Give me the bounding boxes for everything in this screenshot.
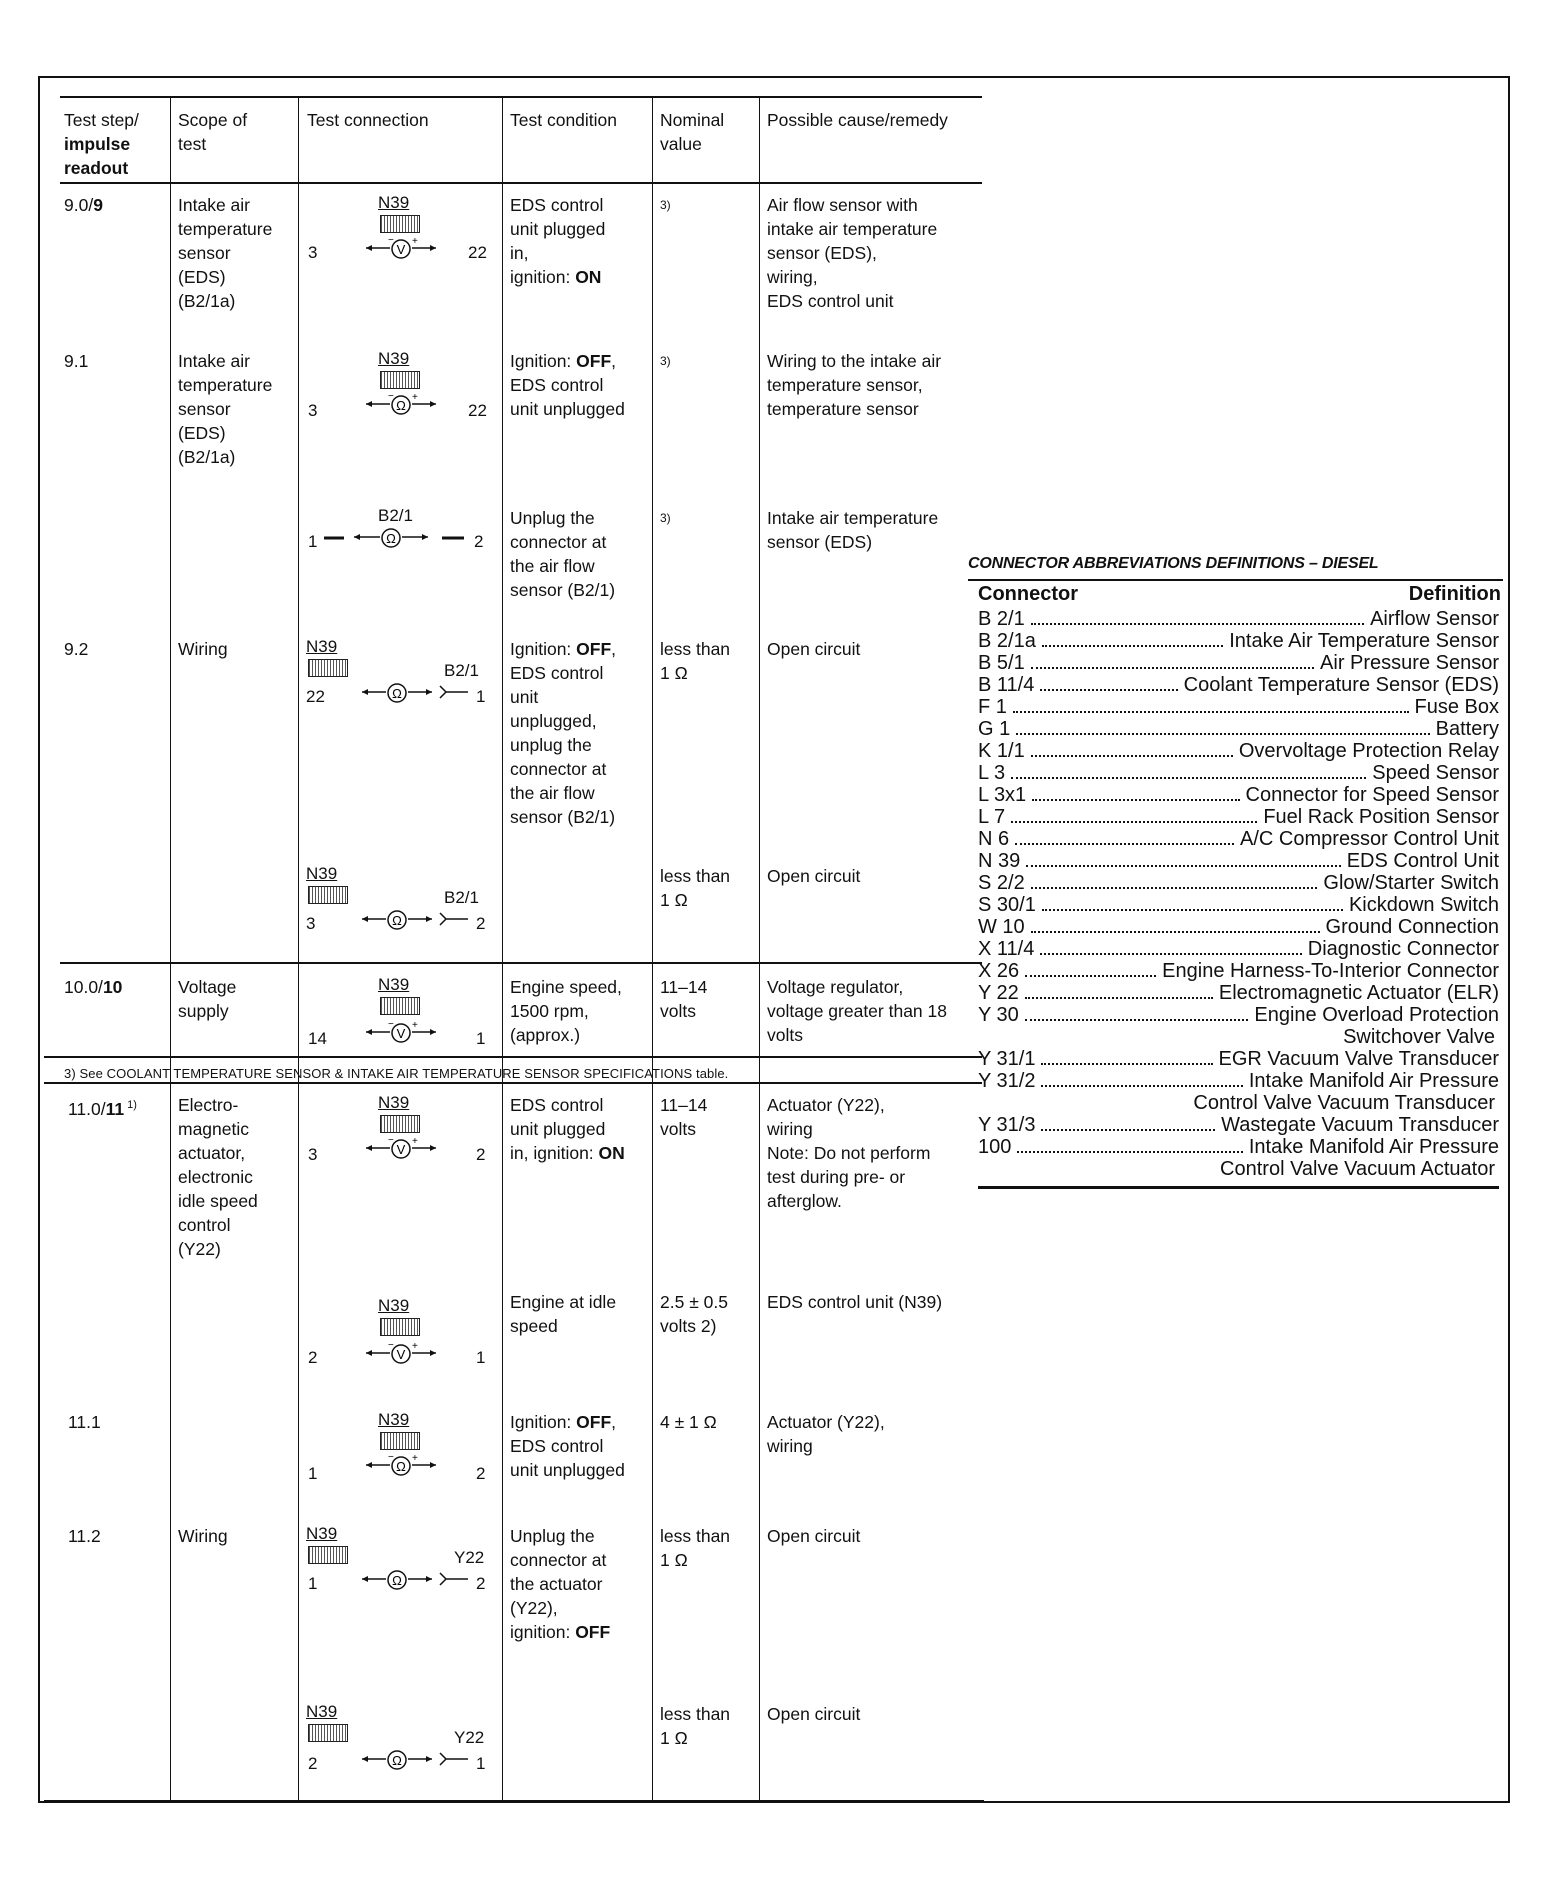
row-rule-footnote xyxy=(44,1056,982,1058)
conn-label-2: Y22 xyxy=(454,1728,485,1747)
svg-text:V: V xyxy=(396,1026,406,1041)
conn-9-2 xyxy=(304,637,490,727)
header-rule xyxy=(60,182,982,184)
cause-11-0: Actuator (Y22), wiring Note: Do not perform test during pre- or afterglow. xyxy=(767,1095,931,1211)
definition-row xyxy=(978,894,1499,916)
header-scope: Scope of test xyxy=(178,110,248,154)
conn-label: N39 xyxy=(378,975,410,994)
svg-text:V: V xyxy=(396,242,406,257)
svg-text:+: + xyxy=(412,393,418,403)
connector-code: G 1 xyxy=(978,718,1011,740)
ohmmeter-icon xyxy=(364,1454,438,1476)
leader-dots xyxy=(1040,953,1301,955)
scope-10-0: Voltage supply xyxy=(178,977,237,1021)
scope-11-0: Electro- magnetic actuator, electronic idle speed control (Y22) xyxy=(178,1095,258,1259)
panel-header xyxy=(978,583,1501,606)
connector-definition: EGR Vacuum Valve Transducer xyxy=(1218,1048,1499,1070)
connector-icon xyxy=(380,215,420,233)
connector-code: L 7 xyxy=(978,806,1006,828)
connector-definition-cont: Control Valve Vacuum Actuator xyxy=(1220,1158,1495,1180)
header-step: Test step/ impulse readout xyxy=(64,110,139,178)
definition-row xyxy=(978,872,1499,894)
connector-definition: Battery xyxy=(1435,718,1499,740)
leader-dots xyxy=(1026,865,1340,867)
svg-text:+: + xyxy=(412,1342,418,1352)
connector-code: N 39 xyxy=(978,850,1021,872)
pin-left: 3 xyxy=(306,914,316,933)
pin-right: 2 xyxy=(476,1145,486,1164)
header-condition: Test condition xyxy=(510,110,618,130)
leader-dots xyxy=(1031,931,1320,933)
connector-code: X 26 xyxy=(978,960,1020,982)
step-11-0: 11.0/11 $^{1)}$ xyxy=(68,1098,137,1119)
header-cause: Possible cause/remedy xyxy=(767,110,948,130)
cause-11-1: Actuator (Y22), wiring xyxy=(767,1412,885,1456)
header-connection: Test connection xyxy=(307,110,429,130)
leader-dots xyxy=(1031,623,1364,625)
definition-row xyxy=(978,828,1499,850)
connector-code: S 2/2 xyxy=(978,872,1025,894)
nom-10-0: 11–14 volts xyxy=(660,977,708,1021)
conn-label: N39 xyxy=(378,349,410,368)
svg-text:Ω: Ω xyxy=(386,531,396,546)
pin-left: 22 xyxy=(306,687,325,706)
pin-left: 14 xyxy=(308,1029,327,1048)
svg-text:−: − xyxy=(388,1454,394,1463)
conn-label: N39 xyxy=(378,1410,410,1429)
step-10-0: 10.0/10 xyxy=(64,977,123,997)
svg-text:−: − xyxy=(388,1342,394,1351)
conn-11-2b xyxy=(304,1702,490,1792)
svg-text:−: − xyxy=(388,1021,394,1030)
cause-9-0: Air flow sensor with intake air temperature sensor (EDS), wiring, EDS control unit xyxy=(767,195,938,311)
cond-9-1: Ignition: OFF, EDS control unit unplugged xyxy=(510,351,625,419)
connector-definition: Intake Manifold Air Pressure xyxy=(1248,1136,1499,1158)
cond-11-2: Unplug the connector at the actuator (Y22), ignition: OFF xyxy=(510,1526,611,1642)
definition-row xyxy=(978,674,1499,696)
connector-icon xyxy=(308,1546,348,1564)
leader-dots xyxy=(1015,843,1234,845)
pin-left: 1 xyxy=(308,1574,318,1593)
pin-left: 2 xyxy=(308,1348,318,1367)
definition-row xyxy=(978,1114,1499,1136)
connector-code: B 11/4 xyxy=(978,674,1035,696)
definition-row xyxy=(978,630,1499,652)
conn-label: N39 xyxy=(306,864,338,883)
connector-definition: Ground Connection xyxy=(1325,916,1499,938)
pin-right: 22 xyxy=(468,243,487,262)
col-definition: Definition xyxy=(1408,583,1501,605)
cond-9-2: Ignition: OFF, EDS control unit unplugged, unplug the connector at the air flow sensor (B2/1) xyxy=(510,639,617,827)
nom-9-2: less than 1 Ω xyxy=(660,639,731,683)
col-line-3 xyxy=(502,96,503,1800)
pin-left: 3 xyxy=(308,1145,318,1164)
leader-dots xyxy=(1041,1129,1215,1131)
footnote-3: 3) See COOLANT TEMPERATURE SENSOR & INTAKE AIR TEMPERATURE SENSOR SPECIFICATIONS table. xyxy=(64,1066,729,1081)
svg-text:Ω: Ω xyxy=(392,913,402,928)
leader-dots xyxy=(1042,909,1343,911)
ohmmeter-icon xyxy=(322,526,472,548)
connector-code: K 1/1 xyxy=(978,740,1025,762)
connector-icon xyxy=(380,997,420,1015)
nom-9-1b: 3) xyxy=(660,511,671,525)
leader-dots xyxy=(1041,1085,1242,1087)
scope-11-2: Wiring xyxy=(178,1526,228,1546)
connector-definition: Glow/Starter Switch xyxy=(1323,872,1499,894)
pin-right: 1 xyxy=(476,1754,486,1773)
connector-code: F 1 xyxy=(978,696,1007,718)
step-11-2: 11.2 xyxy=(68,1526,101,1546)
cause-9-2b: Open circuit xyxy=(767,866,861,886)
conn-11-0b xyxy=(304,1290,490,1380)
connector-definition: Airflow Sensor xyxy=(1370,608,1499,630)
ohmmeter-icon xyxy=(360,1568,474,1590)
definition-row xyxy=(978,938,1499,960)
svg-text:Ω: Ω xyxy=(396,398,406,413)
cond-11-1: Ignition: OFF, EDS control unit unplugged xyxy=(510,1412,625,1480)
col-line-2 xyxy=(298,96,299,1800)
connector-definition: Intake Air Temperature Sensor xyxy=(1229,630,1499,652)
cond-11-0: EDS control unit plugged in, ignition: ON xyxy=(510,1095,625,1163)
connector-definition: Engine Harness-To-Interior Connector xyxy=(1162,960,1499,982)
connector-definition: Overvoltage Protection Relay xyxy=(1238,740,1499,762)
cond-9-1b: Unplug the connector at the air flow sensor (B2/1) xyxy=(510,508,616,600)
leader-dots xyxy=(1031,667,1314,669)
pin-right: 22 xyxy=(468,401,487,420)
col-line-5 xyxy=(759,96,760,1800)
cond-9-0: EDS control unit plugged in, ignition: ON xyxy=(510,195,606,287)
row-rule-10 xyxy=(60,962,982,964)
cause-11-0b: EDS control unit (N39) xyxy=(767,1292,943,1312)
panel-title-rule xyxy=(968,579,1503,581)
step-9-1: 9.1 xyxy=(64,351,89,371)
connector-code: Y 22 xyxy=(978,982,1019,1004)
connector-definition: Coolant Temperature Sensor (EDS) xyxy=(1183,674,1499,696)
conn-label: N39 xyxy=(306,637,338,656)
pin-left: 3 xyxy=(308,401,318,420)
connector-code: B 2/1 xyxy=(978,608,1025,630)
ohmmeter-icon xyxy=(360,1748,474,1770)
conn-label: B2/1 xyxy=(378,506,413,525)
connector-icon xyxy=(308,1724,348,1742)
leader-dots xyxy=(1011,777,1366,779)
cause-11-2b: Open circuit xyxy=(767,1704,861,1724)
cause-11-2: Open circuit xyxy=(767,1526,861,1546)
connector-definition: Intake Manifold Air Pressure xyxy=(1248,1070,1499,1092)
connector-code: Y 31/3 xyxy=(978,1114,1036,1136)
connector-icon xyxy=(380,1115,420,1133)
step-9-0: 9.0/9 xyxy=(64,195,103,215)
header-nominal: Nominal value xyxy=(660,110,725,154)
pin-left: 1 xyxy=(308,1464,318,1483)
leader-dots xyxy=(1017,1151,1243,1153)
conn-label-2: Y22 xyxy=(454,1548,485,1567)
connector-code: W 10 xyxy=(978,916,1025,938)
connector-code: N 6 xyxy=(978,828,1010,850)
connector-definition: Air Pressure Sensor xyxy=(1320,652,1499,674)
definition-row xyxy=(978,740,1499,762)
leader-dots xyxy=(1025,997,1213,999)
pin-right: 2 xyxy=(476,1574,486,1593)
conn-label: N39 xyxy=(378,1296,410,1315)
svg-text:Ω: Ω xyxy=(392,1573,402,1588)
connector-definition: Diagnostic Connector xyxy=(1307,938,1499,960)
connector-icon xyxy=(308,886,348,904)
definition-row xyxy=(978,960,1499,982)
cause-9-1: Wiring to the intake air temperature sensor, temperature sensor xyxy=(767,351,942,419)
connector-icon xyxy=(380,371,420,389)
connector-code: Y 31/2 xyxy=(978,1070,1036,1092)
definition-row xyxy=(978,784,1499,806)
svg-text:+: + xyxy=(412,237,418,247)
connector-icon xyxy=(308,659,348,677)
conn-10-0 xyxy=(304,975,490,1065)
connector-definition: Kickdown Switch xyxy=(1348,894,1499,916)
conn-label-2: B2/1 xyxy=(444,661,479,680)
leader-dots xyxy=(1011,821,1257,823)
conn-label: N39 xyxy=(306,1702,338,1721)
pin-right: 1 xyxy=(476,687,486,706)
svg-text:−: − xyxy=(388,393,394,402)
ohmmeter-icon xyxy=(364,393,438,415)
table-bottom-rule xyxy=(44,1800,984,1802)
cause-9-1b: Intake air temperature sensor (EDS) xyxy=(767,508,939,552)
connector-code: B 2/1a xyxy=(978,630,1036,652)
definition-row xyxy=(978,608,1499,630)
col-line-1 xyxy=(170,96,171,1800)
ohmmeter-icon xyxy=(360,908,474,930)
definition-row xyxy=(978,982,1499,1004)
connector-code: 100 xyxy=(978,1136,1012,1158)
nom-11-2: less than 1 Ω xyxy=(660,1526,731,1570)
conn-9-0 xyxy=(304,193,490,283)
connector-code: Y 30 xyxy=(978,1004,1019,1026)
scope-9-1: Intake air temperature sensor (EDS) (B2/1a) xyxy=(178,351,273,467)
nom-11-0: 11–14 volts xyxy=(660,1095,708,1139)
voltmeter-icon xyxy=(364,1021,438,1043)
svg-text:−: − xyxy=(388,1137,394,1146)
connector-definition-cont: Control Valve Vacuum Transducer xyxy=(1193,1092,1495,1114)
cond-11-0b: Engine at idle speed xyxy=(510,1292,617,1336)
svg-text:Ω: Ω xyxy=(392,1753,402,1768)
leader-dots xyxy=(1013,711,1409,713)
connector-code: L 3x1 xyxy=(978,784,1027,806)
step-9-2: 9.2 xyxy=(64,639,89,659)
panel-title: CONNECTOR ABBREVIATIONS DEFINITIONS – DIESEL xyxy=(968,555,1379,572)
svg-text:−: − xyxy=(388,237,394,246)
connector-code: Y 31/1 xyxy=(978,1048,1036,1070)
connector-code: B 5/1 xyxy=(978,652,1025,674)
nom-11-1: 4 ± 1 Ω xyxy=(660,1412,717,1432)
connector-definition: Fuel Rack Position Sensor xyxy=(1263,806,1499,828)
definition-row xyxy=(978,696,1499,718)
definition-row xyxy=(978,762,1499,784)
connector-icon xyxy=(380,1432,420,1450)
voltmeter-icon xyxy=(364,237,438,259)
leader-dots xyxy=(1025,975,1156,977)
definition-row xyxy=(978,718,1499,740)
connector-abbreviations-panel xyxy=(968,555,1503,1189)
definition-row xyxy=(978,850,1499,872)
pin-right: 2 xyxy=(476,914,486,933)
leader-dots xyxy=(1042,645,1223,647)
connector-definition: Speed Sensor xyxy=(1372,762,1499,784)
pin-right: 1 xyxy=(476,1029,486,1048)
definition-row xyxy=(978,1136,1499,1158)
conn-9-1b xyxy=(304,506,490,596)
svg-text:+: + xyxy=(412,1454,418,1464)
connector-code: X 11/4 xyxy=(978,938,1035,960)
svg-text:Ω: Ω xyxy=(396,1459,406,1474)
table-top-rule xyxy=(60,96,982,98)
svg-text:+: + xyxy=(412,1137,418,1147)
definition-row xyxy=(978,652,1499,674)
leader-dots xyxy=(1032,799,1239,801)
conn-9-1 xyxy=(304,349,490,439)
definition-row xyxy=(978,806,1499,828)
definition-row xyxy=(978,1048,1499,1070)
conn-11-0 xyxy=(304,1093,490,1183)
ohmmeter-icon xyxy=(360,681,474,703)
connector-definition: A/C Compressor Control Unit xyxy=(1240,828,1499,850)
connector-definition: Connector for Speed Sensor xyxy=(1245,784,1499,806)
voltmeter-icon xyxy=(364,1137,438,1159)
connector-definition: Electromagnetic Actuator (ELR) xyxy=(1218,982,1499,1004)
connector-definition: Fuse Box xyxy=(1414,696,1499,718)
scope-9-0: Intake air temperature sensor (EDS) (B2/1a) xyxy=(178,195,273,311)
pin-right: 1 xyxy=(476,1348,486,1367)
leader-dots xyxy=(1041,1063,1212,1065)
nom-11-2b: less than 1 Ω xyxy=(660,1704,731,1748)
conn-label: N39 xyxy=(378,1093,410,1112)
connector-definition: Engine Overload Protection xyxy=(1254,1004,1499,1026)
definition-row xyxy=(978,916,1499,938)
leader-dots xyxy=(1040,689,1177,691)
nom-9-2b: less than 1 Ω xyxy=(660,866,731,910)
pin-right: 2 xyxy=(476,1464,486,1483)
svg-text:V: V xyxy=(396,1347,406,1362)
conn-11-2 xyxy=(304,1524,490,1614)
connector-code: S 30/1 xyxy=(978,894,1036,916)
col-line-4 xyxy=(652,96,653,1800)
panel-end-rule xyxy=(978,1186,1499,1189)
voltmeter-icon xyxy=(364,1342,438,1364)
nom-11-0b: 2.5 ± 0.5 volts 2) xyxy=(660,1292,728,1336)
leader-dots xyxy=(1031,755,1233,757)
conn-label-2: B2/1 xyxy=(444,888,479,907)
definition-row xyxy=(978,1004,1499,1026)
row-rule-11 xyxy=(44,1082,982,1084)
svg-text:V: V xyxy=(396,1142,406,1157)
leader-dots xyxy=(1025,1019,1249,1021)
pin-left: 1 xyxy=(308,532,318,551)
nom-9-0: 3) xyxy=(660,198,671,212)
cause-10-0: Voltage regulator, voltage greater than 18 volts xyxy=(767,977,947,1045)
step-11-1: 11.1 xyxy=(68,1412,101,1432)
pin-left: 3 xyxy=(308,243,318,262)
connector-icon xyxy=(380,1318,420,1336)
connector-definition: Wastegate Vacuum Transducer xyxy=(1221,1114,1499,1136)
leader-dots xyxy=(1016,733,1429,735)
definition-row xyxy=(978,1070,1499,1092)
scope-9-2: Wiring xyxy=(178,639,228,659)
connector-definition-cont: Switchover Valve xyxy=(1343,1026,1495,1048)
conn-label: N39 xyxy=(306,1524,338,1543)
conn-11-1 xyxy=(304,1410,490,1500)
svg-text:+: + xyxy=(412,1021,418,1031)
pin-left: 2 xyxy=(308,1754,318,1773)
connector-definition: EDS Control Unit xyxy=(1346,850,1499,872)
leader-dots xyxy=(1031,887,1318,889)
conn-label: N39 xyxy=(378,193,410,212)
svg-text:Ω: Ω xyxy=(392,686,402,701)
definitions-list xyxy=(978,608,1499,1180)
col-connector: Connector xyxy=(978,583,1078,605)
cause-9-2: Open circuit xyxy=(767,639,861,659)
pin-right: 2 xyxy=(474,532,484,551)
connector-code: L 3 xyxy=(978,762,1006,784)
conn-9-2b xyxy=(304,864,490,954)
nom-9-1: 3) xyxy=(660,354,671,368)
cond-10-0: Engine speed, 1500 rpm, (approx.) xyxy=(510,977,622,1045)
